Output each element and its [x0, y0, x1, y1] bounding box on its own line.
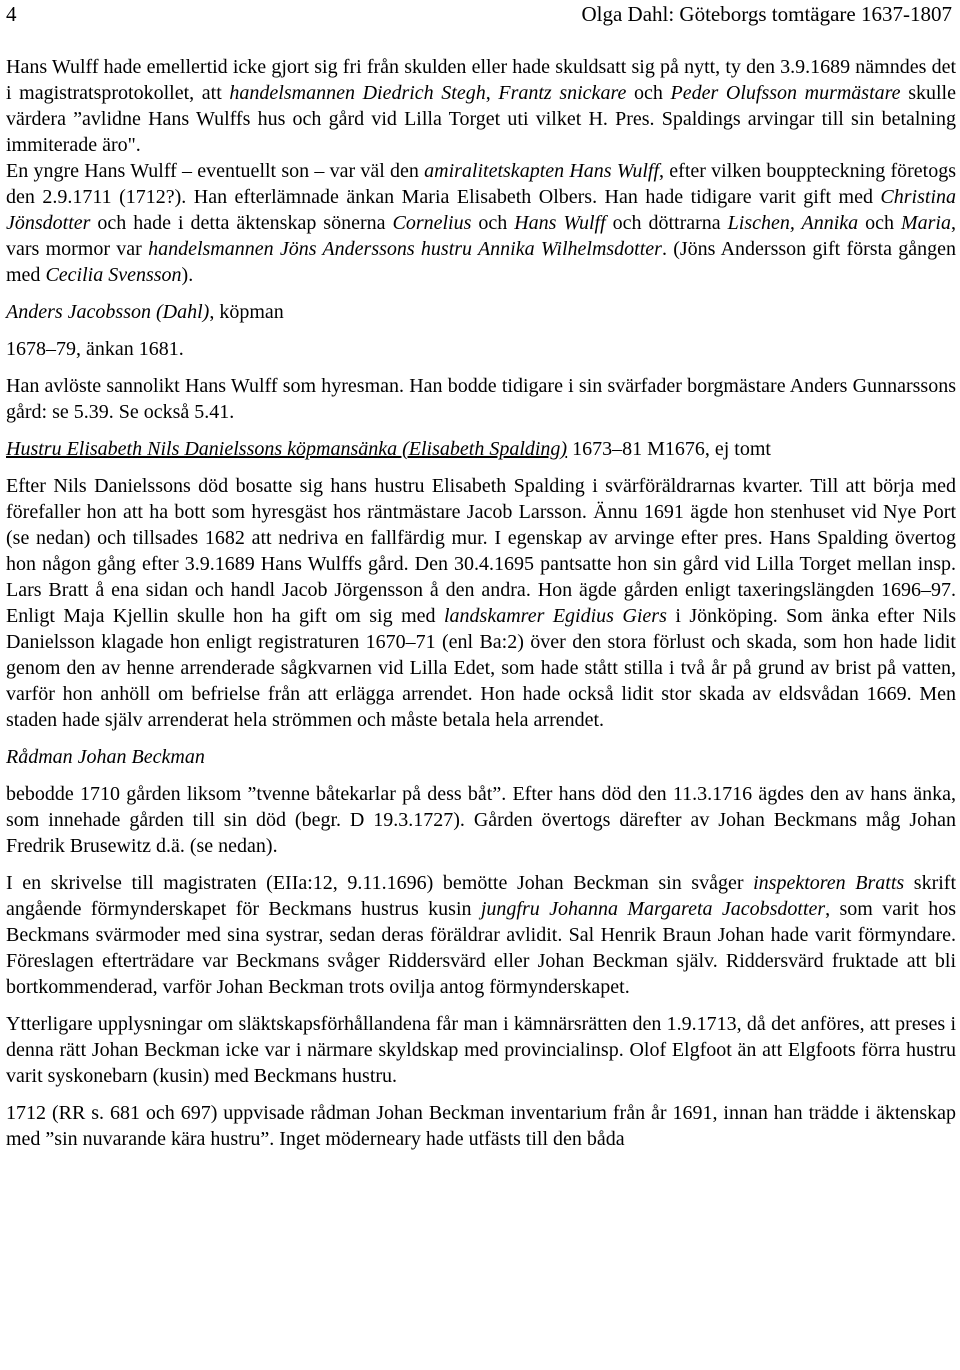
running-title: Olga Dahl: Göteborgs tomtägare 1637-1807: [581, 2, 952, 26]
italic-text: inspektoren Bratts: [753, 872, 905, 894]
text-run: Han avlöste sannolikt Hans Wulff som hyresman. Han bodde tidigare i sin svärfader borgmästare Anders Gunnarssons gård: se 5.39. Se också 5.41.: [6, 375, 956, 423]
text-run: Hans Wulff hade emellertid icke gjort sig fri från skulden eller hade skuldsatt sig på nytt, ty den 3.9.1689 nämndes det i magistratsprotokollet, att: [6, 56, 956, 104]
text-run: ).: [181, 264, 194, 286]
italic-text: Maria: [900, 212, 951, 234]
text-run: och: [626, 82, 671, 104]
text-run: , som varit hos Beckmans svärmoder med sina systrar, sedan deras föräldrar avlidit. Sal Henrik Braun Johan hade varit förmyndare. Föreslagen efterträdare var Beckmans svåger Riddersvärd eller Johan Beckman själv. Riddersvärd fruktade att bli bortkommenderad, varför Johan Beckman trots ovilja antog förmynderskapet.: [6, 898, 956, 998]
text-run: , efter vilken bouppteckning företogs den 2.9.1711 (1712?). Han efterlämnade änkan Maria Elisabeth Olbers. Han hade tidigare varit gift med: [6, 160, 957, 208]
section-heading: [6, 436, 956, 462]
paragraph: [6, 870, 956, 1000]
paragraph: [6, 473, 956, 733]
paragraph: [6, 781, 956, 859]
text-run: skrift angående förmynderskapet för Beckmans hustrus kusin: [6, 872, 957, 920]
text-run: i Jönköping. Som änka efter Nils Danielsson klagade hon enligt registraturen 1670–71 (enl Ba:2) över den stora förlust och skada, som hon hade lidit genom den av henne arrenderade sågkvarnen vid Lilla Edet, som hade stått stilla i två år på grund av brist på vatten, varför hon anhöll om befrielse från att erlägga arrendet. Hon hade också lidit stor skada av eldsvådan 1669. Men staden hade själv arrenderat hela strömmen och måste betala hela arrendet.: [6, 605, 957, 731]
text-run: 1712 (RR s. 681 och 697) uppvisade rådman Johan Beckman inventarium från år 1691, innan han trädde i äktenskap med ”sin nuvarande kära hustru”. Inget möderneary hade utfästs till den båda: [6, 1102, 956, 1150]
text-run: 1673–81 M1676, ej tomt: [567, 438, 771, 460]
text-run: och hade i detta äktenskap sönerna: [90, 212, 393, 234]
text-run: och: [471, 212, 515, 234]
italic-text: Christina Jönsdotter: [6, 186, 956, 234]
section-heading: [6, 299, 956, 325]
italic-text: handelsmannen Diedrich Stegh: [229, 82, 486, 104]
paragraph: [6, 373, 956, 425]
text-run: Ytterligare upplysningar om släktskapsförhållandena får man i kämnärsrätten den 1.9.1713, då det anföres, att preses i denna rätt Johan Beckman icke var i närmare skyldskap med provincialinsp. Olof Elgfoot än att Elgfoots förra hustru varit syskonebarn (kusin) med Beckmans hustru.: [6, 1013, 956, 1087]
italic-text: Hans Wulff: [514, 212, 606, 234]
italic-text: handelsmannen Jöns Anderssons hustru Annika Wilhelmsdotter: [148, 238, 662, 260]
italic-text: Anders Jacobsson (Dahl): [6, 301, 210, 323]
text-run: och döttrarna: [605, 212, 728, 234]
text-run: I en skrivelse till magistraten (EIIa:12, 9.11.1696) bemötte Johan Beckman sin svåger: [6, 872, 754, 894]
paragraph: [6, 54, 956, 158]
page-header: [6, 0, 954, 28]
page-number: 4: [6, 2, 17, 26]
text-run: Efter Nils Danielssons död bosatte sig hans hustru Elisabeth Spalding i svärföräldrarnas kvarter. Till att börja med förefaller hon att ha bott som hyresgäst hos räntmästare Jacob Larsson. Ännu 1691 ägde hon stenhuset vid Nye Port (se nedan) och tillsades 1682 att nedriva en fallfärdig mur. I egenskap av arvinge efter pres. Hans Spalding övertog hon någon gång efter 3.9.1689 Hans Wulffs gård. Den 30.4.1695 pantsatte hon sin gård vid Lilla Torget mellan insp. Lars Bratt å ena sidan och handl Jacob Jörgensson å den andra. Hon ägde gården enligt taxeringslängden 1696–97. Enligt Maja Kjellin skulle hon ha gift om sig med: [6, 475, 956, 627]
text-run: En yngre Hans Wulff – eventuellt son – var väl den: [6, 160, 425, 182]
text-run: 1678–79, änkan 1681.: [6, 338, 184, 360]
text-run: . (Jöns Andersson gift första gången med: [6, 238, 957, 286]
text-run: och: [858, 212, 901, 234]
body-text: [6, 54, 956, 1163]
italic-text: Cecilia Svensson: [45, 264, 182, 286]
italic-text: Lischen, Annika: [727, 212, 859, 234]
text-run: , köpman: [209, 301, 284, 323]
italic-text: Hustru Elisabeth Nils Danielssons köpmansänka (Elisabeth Spalding): [6, 438, 568, 460]
italic-text: jungfru Johanna Margareta Jacobsdotter: [480, 898, 826, 920]
text-run: ,: [485, 82, 499, 104]
text-run: , vars mormor var: [6, 212, 956, 260]
text-run: bebodde 1710 gården liksom ”tvenne båtekarlar på dess båt”. Efter hans död den 11.3.1716 ägdes den av hans änka, som innehade gården till sin död (begr. D 19.3.1727). Gården övertogs därefter av Johan Beckmans måg Johan Fredrik Brusewitz d.ä. (se nedan).: [6, 783, 956, 857]
section-heading: [6, 744, 956, 770]
paragraph: [6, 1011, 956, 1089]
paragraph: [6, 336, 956, 362]
italic-text: amiralitetskapten Hans Wulff: [424, 160, 660, 182]
italic-text: Peder Olufsson murmästare: [670, 82, 901, 104]
paragraph: [6, 1100, 956, 1152]
italic-text: landskamrer Egidius Giers: [444, 605, 667, 627]
italic-text: Rådman Johan Beckman: [6, 746, 205, 768]
italic-text: Cornelius: [392, 212, 472, 234]
italic-text: Frantz snickare: [498, 82, 627, 104]
paragraph: [6, 158, 956, 288]
text-run: skulle värdera ”avlidne Hans Wulffs hus och gård vid Lilla Torget uti vilket H. Pres. Spaldings arvingar till sin betalning immiterade äro".: [6, 82, 956, 156]
